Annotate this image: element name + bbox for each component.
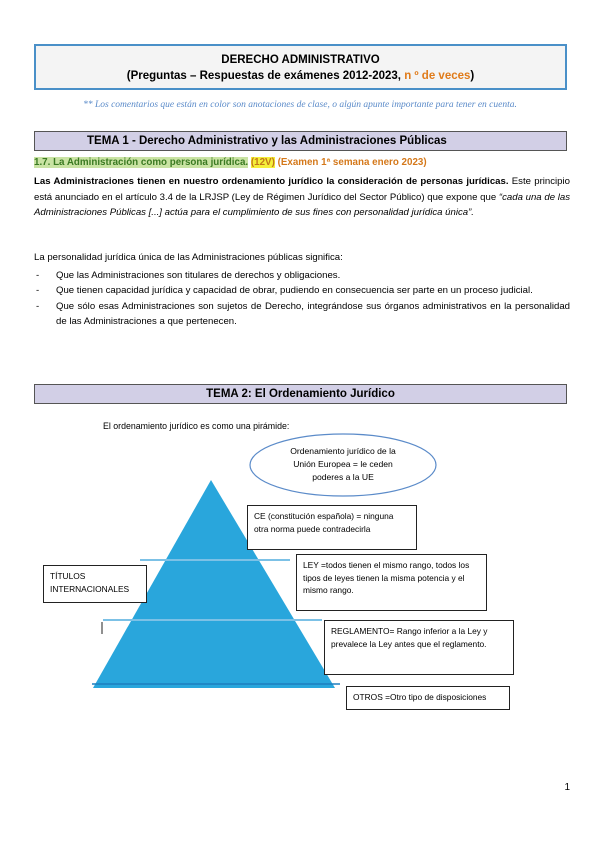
- list-item: - Que tienen capacidad jurídica y capacidad de obrar, pudiendo en consecuencia ser parte en un proceso judicial.: [34, 283, 570, 299]
- section-label: 1.7. La Administración como persona jurídica.: [34, 157, 249, 168]
- otros-box: OTROS =Otro tipo de disposiciones: [346, 686, 510, 710]
- list-item: - Que las Administraciones son titulares de derechos y obligaciones.: [34, 268, 570, 284]
- ley-box: LEY =todos tienen el mismo rango, todos los tipos de leyes tienen la misma potencia y el mismo rango.: [296, 554, 487, 611]
- page-number: 1: [564, 782, 570, 793]
- list-item: - Que sólo esas Administraciones son sujetos de Derecho, integrándose sus órganos administrativos en la personalidad de las Administraciones a que pertenecen.: [34, 299, 570, 330]
- section-exam-ref: (Examen 1ª semana enero 2023): [277, 157, 427, 168]
- document-title: DERECHO ADMINISTRATIVO: [221, 54, 380, 66]
- tema2-heading: TEMA 2: El Ordenamiento Jurídico: [34, 384, 567, 404]
- para1-rest: Este principio está anunciado en el artículo 3.4 de la LRJSP (Ley de Régimen Jurídico del Sector Público) que expone que: [34, 176, 570, 203]
- class-notes-remark: ** Los comentarios que están en color son anotaciones de clase, o algún apunte importante para tener en cuenta.: [83, 100, 517, 110]
- subtitle-start: (Preguntas – Respuestas de exámenes 2012-2023,: [126, 70, 405, 82]
- eu-ellipse-text: Ordenamiento jurídico de la Unión Europea = le ceden poderes a la UE: [290, 446, 396, 482]
- tema1-heading: TEMA 1 - Derecho Administrativo y las Administraciones Públicas: [34, 131, 567, 151]
- pyramid-intro: El ordenamiento jurídico es como una pirámide:: [103, 421, 290, 431]
- subtitle-highlight: n º de veces: [404, 70, 471, 82]
- para2-intro: La personalidad jurídica única de las Administraciones públicas significa:: [34, 252, 343, 263]
- para1-quote: “cada una de las Administraciones Públicas [...] actúa para el cumplimiento de sus fines con personalidad jurídica única”.: [34, 191, 571, 218]
- section-count-badge: (12V): [250, 157, 275, 168]
- ce-box: CE (constitución española) = ninguna otra norma puede contradecirla: [247, 505, 417, 550]
- para1-bold: Las Administraciones tienen en nuestro ordenamiento jurídico la consideración de personas jurídicas.: [34, 176, 509, 187]
- titulos-box: TÍTULOS INTERNACIONALES: [43, 565, 147, 603]
- subtitle-end: ): [470, 70, 475, 82]
- reglamento-box: REGLAMENTO= Rango inferior a la Ley y prevalece la Ley antes que el reglamento.: [324, 620, 514, 675]
